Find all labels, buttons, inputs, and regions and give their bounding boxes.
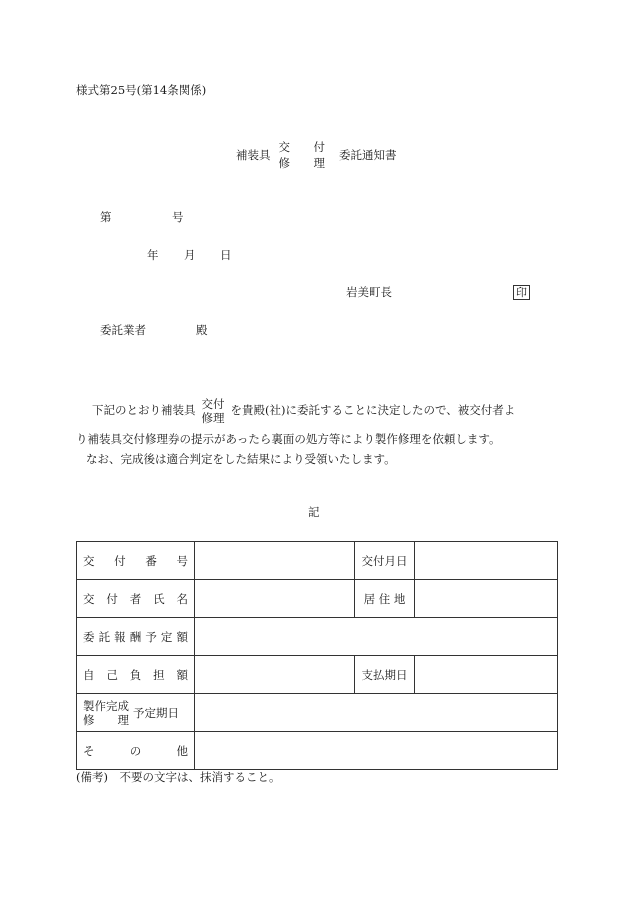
label-char: 担 xyxy=(153,667,165,682)
value-payment-date[interactable] xyxy=(415,656,558,694)
label-recipient-name xyxy=(77,580,195,618)
label-completion-date xyxy=(77,694,195,732)
value-self-payment[interactable] xyxy=(195,656,355,694)
completion-suffix: 予定期日 xyxy=(133,705,179,720)
label-commission-fee xyxy=(77,618,195,656)
label-issue-date: 交付月日 xyxy=(355,542,415,580)
table-row xyxy=(77,618,558,656)
remarks-note: (備考) 不要の文字は、抹消すること。 xyxy=(76,770,281,784)
value-issue-date[interactable] xyxy=(415,542,558,580)
body-paragraph-1-line-2: り補装具交付修理券の提示があったら裏面の処方等により製作修理を依頼します。 xyxy=(76,432,501,446)
title-option-1: 交 付 xyxy=(278,140,331,154)
label-char: 定 xyxy=(160,629,173,644)
date-day: 日 xyxy=(220,248,232,262)
recipient-label: 委託業者 xyxy=(100,323,146,337)
label-char: 報 xyxy=(114,629,126,644)
body-paragraph-2: なお、完成後は適合判定をした結果により受領いたします。 xyxy=(86,452,396,466)
value-commission-fee[interactable] xyxy=(195,618,558,656)
label-char: 負 xyxy=(129,667,142,682)
details-table xyxy=(76,541,558,770)
label-char: 額 xyxy=(176,629,188,644)
label-char: そ xyxy=(83,743,95,758)
date-month: 月 xyxy=(184,248,196,262)
label-char: 額 xyxy=(176,667,188,682)
label-char: 託 xyxy=(98,629,111,644)
label-char: 予 xyxy=(145,629,157,644)
recipient-honorific: 殿 xyxy=(196,323,208,337)
document-title xyxy=(236,140,397,171)
table-row xyxy=(77,542,558,580)
label-char: 他 xyxy=(176,743,188,758)
table-row xyxy=(77,694,558,732)
label-payment-date: 支払期日 xyxy=(355,656,415,694)
label-char: 氏 xyxy=(153,591,165,606)
label-char: 交 xyxy=(83,553,95,568)
label-char: 委 xyxy=(83,629,95,644)
label-address: 居 住 地 xyxy=(355,580,415,618)
label-char: 己 xyxy=(106,667,118,682)
title-option-2: 修 理 xyxy=(278,155,331,170)
label-char: 酬 xyxy=(129,629,142,644)
body-p1-suffix: を貴殿(社)に委託することに決定したので、被交付者よ xyxy=(230,403,516,417)
number-suffix: 号 xyxy=(172,210,184,224)
table-row xyxy=(77,580,558,618)
value-issue-number[interactable] xyxy=(195,542,355,580)
label-char: 自 xyxy=(83,667,95,682)
label-char: 交 xyxy=(83,591,95,606)
label-char: 名 xyxy=(176,591,188,606)
value-completion-date[interactable] xyxy=(195,694,558,732)
completion-option-2: 修 理 xyxy=(83,712,129,727)
number-prefix: 第 xyxy=(100,210,112,224)
form-number: 様式第25号(第14条関係) xyxy=(76,83,207,97)
label-char: の xyxy=(129,743,142,758)
body-p1-option-1: 交付 xyxy=(201,397,225,411)
label-self-payment xyxy=(77,656,195,694)
value-recipient-name[interactable] xyxy=(195,580,355,618)
label-char: 付 xyxy=(106,591,118,606)
value-other[interactable] xyxy=(195,732,558,770)
label-char: 号 xyxy=(176,553,188,568)
body-p1-option-2: 修理 xyxy=(201,411,225,425)
completion-stack xyxy=(83,699,129,727)
date-year: 年 xyxy=(147,248,159,262)
label-char: 付 xyxy=(114,553,126,568)
label-char: 番 xyxy=(145,553,157,568)
table-row xyxy=(77,656,558,694)
completion-option-1: 製作完成 xyxy=(83,698,129,713)
value-address[interactable] xyxy=(415,580,558,618)
table-row xyxy=(77,732,558,770)
body-p1-prefix: 下記のとおり補装具 xyxy=(92,403,196,417)
body-p1-options xyxy=(202,397,225,425)
label-char: 者 xyxy=(129,591,142,606)
title-options xyxy=(279,140,332,171)
label-issue-number xyxy=(77,542,195,580)
ki-heading: 記 xyxy=(308,505,320,519)
label-other xyxy=(77,732,195,770)
issuer-name: 岩美町長 xyxy=(346,285,392,299)
body-paragraph-1 xyxy=(76,397,556,425)
seal-mark: 印 xyxy=(513,285,530,300)
title-suffix: 委託通知書 xyxy=(339,147,397,162)
title-prefix: 補装具 xyxy=(236,147,271,162)
